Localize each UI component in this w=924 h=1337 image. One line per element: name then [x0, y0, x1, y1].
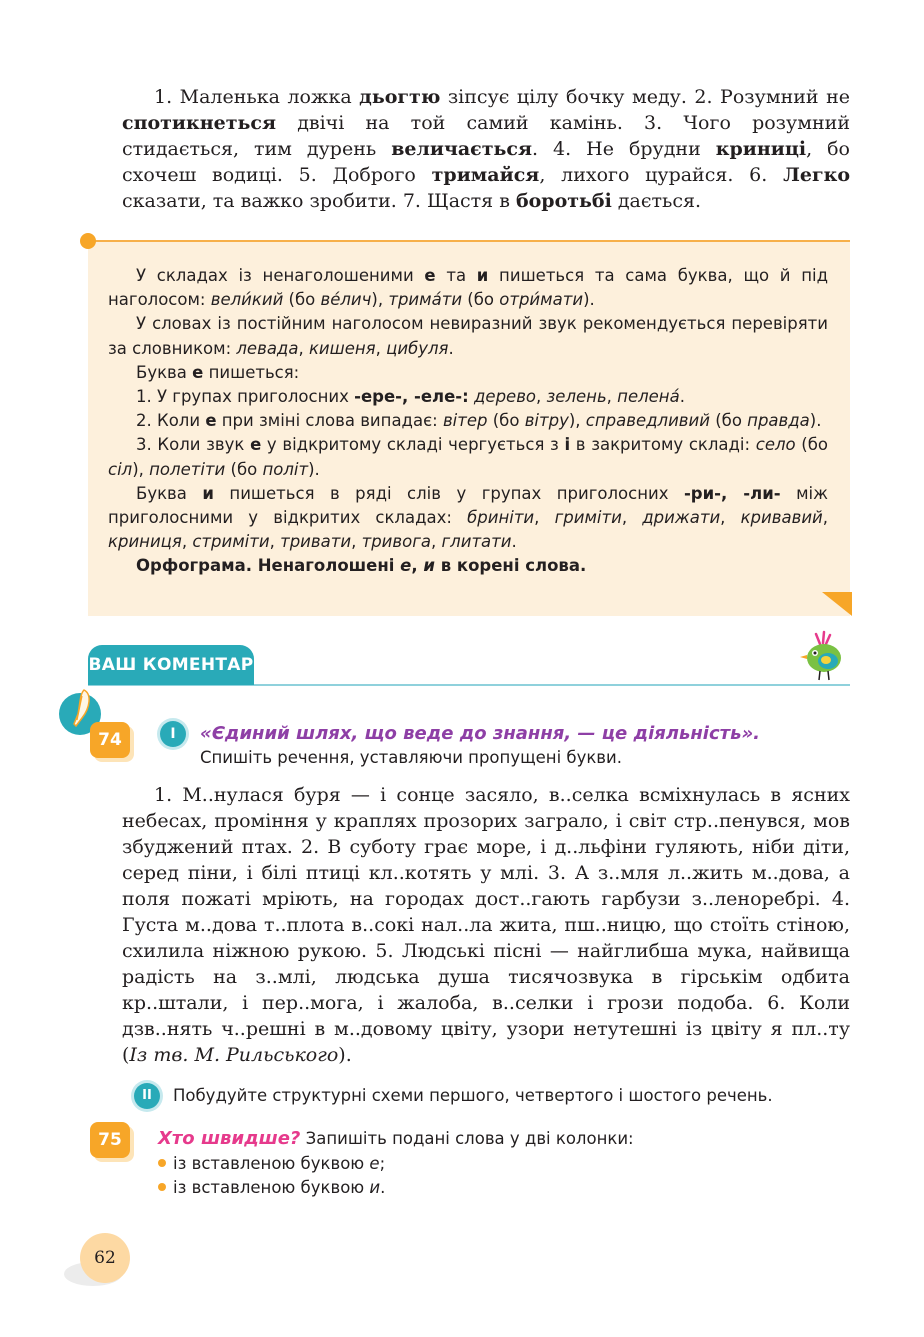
rule-paragraph: Буква и пишеться в ряді слів у групах приголосних -ри-, -ли- між приголосними у відкритих складах: бриніти, гриміти, дрижати, кривавий, криниця, стриміти, тривати, тривога, глитати.	[108, 483, 829, 552]
part-marker: I	[160, 721, 186, 747]
exercise-motto: «Єдиний шлях, що веде до знання, — це діяльність».	[200, 723, 760, 744]
exercise-part2-text: Побудуйте структурні схеми першого, четвертого і шостого речень.	[173, 1086, 773, 1105]
rule-paragraph: 1. У групах приголосних -ере-, -еле-: дерево, зелень, пелена́.	[136, 387, 685, 407]
rule-paragraph: Буква е пишеться:	[136, 362, 300, 382]
proverbs-text: 1. Маленька ложка дьогтю зіпсує цілу бочку меду. 2. Розумний не спотикнеться двічі на той самий камінь. 3. Чого розумний стидається, тим дурень величається. 4. Не брудни криниці, бо схочеш водиці. 5. Доброго тримайся, лихого цурайся. 6. Легко сказати, та важко зробити. 7. Щастя в боротьбі дається.	[122, 86, 851, 212]
bullet-dot	[158, 1159, 166, 1167]
rule-paragraph: У складах із ненаголошеними е та и пишеться та сама буква, що й під наголосом: вели́кий (бо ве́лич), трима́ти (бо отри́мати).	[108, 266, 829, 310]
exercise-text-paragraph: 1. М..нулася буря — і сонце засяло, в..селка всміхнулась в ясних небесах, проміння у краплях прозорих заграло, і світ стр..пенувся, мов збуджений птах. 2. В суботу грає море, і д..льфіни гуляють, ніби діти, серед піни, і білі птиці кл..котять у млі. 3. А з..мля л..жить м..дова, а поля пожаті мріють, на городах дост..гають гарбузи з..леноребрі. 4. Густа м..дова т..плота в..сокі нал..ла жита, пш..ницю, що стоїть стіною, схилила ніжною рукою. 5. Людські пісні — найглибша мука, найвища радість на з..млі, людська душа тисячозвука в гірськім одбита кр..штали, і пер..мога, і жалоба, в..селки і грози подоба. 6. Коли дзв..нять ч..решні в м..довому цвіту, узори нетутешні із цвіту я пл..ту (Із тв. М. Рильського).	[122, 784, 850, 1066]
bird-icon	[796, 630, 852, 686]
rule-text	[108, 264, 828, 579]
section-header: ВАШ КОМЕНТАР	[88, 645, 254, 685]
bullet-text: із вставленою буквою и.	[173, 1178, 386, 1197]
exercise-text	[122, 782, 850, 1068]
exercise-instruction: Спишіть речення, уставляючи пропущені букви.	[200, 748, 622, 767]
bullet-item	[158, 1176, 385, 1200]
rule-paragraph: 2. Коли е при зміні слова випадає: вітер (бо вітру), справедливий (бо правда).	[136, 411, 822, 431]
rule-paragraph: У словах із постійним наголосом невиразний звук рекомендується перевіряти за словником: левада, кишеня, цибуля.	[108, 314, 828, 358]
rule-box-top-line	[88, 240, 850, 242]
exercise-lead: Хто швидше?	[158, 1128, 301, 1149]
exercise-75-heading	[158, 1127, 634, 1151]
rule-box-dot	[80, 233, 96, 249]
proverbs-paragraph	[122, 84, 850, 214]
exercise-number-badge: 75	[90, 1122, 130, 1158]
bullet-dot	[158, 1183, 166, 1191]
orthogram-title: Орфограма. Ненаголошені е, и в корені слова.	[136, 556, 587, 576]
rule-paragraph: 3. Коли звук е у відкритому складі чергується з і в закритому складі: село (бо сіл), полетіти (бо політ).	[108, 435, 828, 479]
rule-box-corner	[822, 592, 852, 616]
bullet-item	[158, 1152, 385, 1176]
bullet-text: із вставленою буквою е;	[173, 1154, 386, 1173]
exercise-instruction: Запишіть подані слова у дві колонки:	[305, 1129, 634, 1148]
page-number: 62	[80, 1233, 130, 1283]
part-marker: II	[134, 1083, 160, 1109]
exercise-number-badge: 74	[90, 722, 130, 758]
